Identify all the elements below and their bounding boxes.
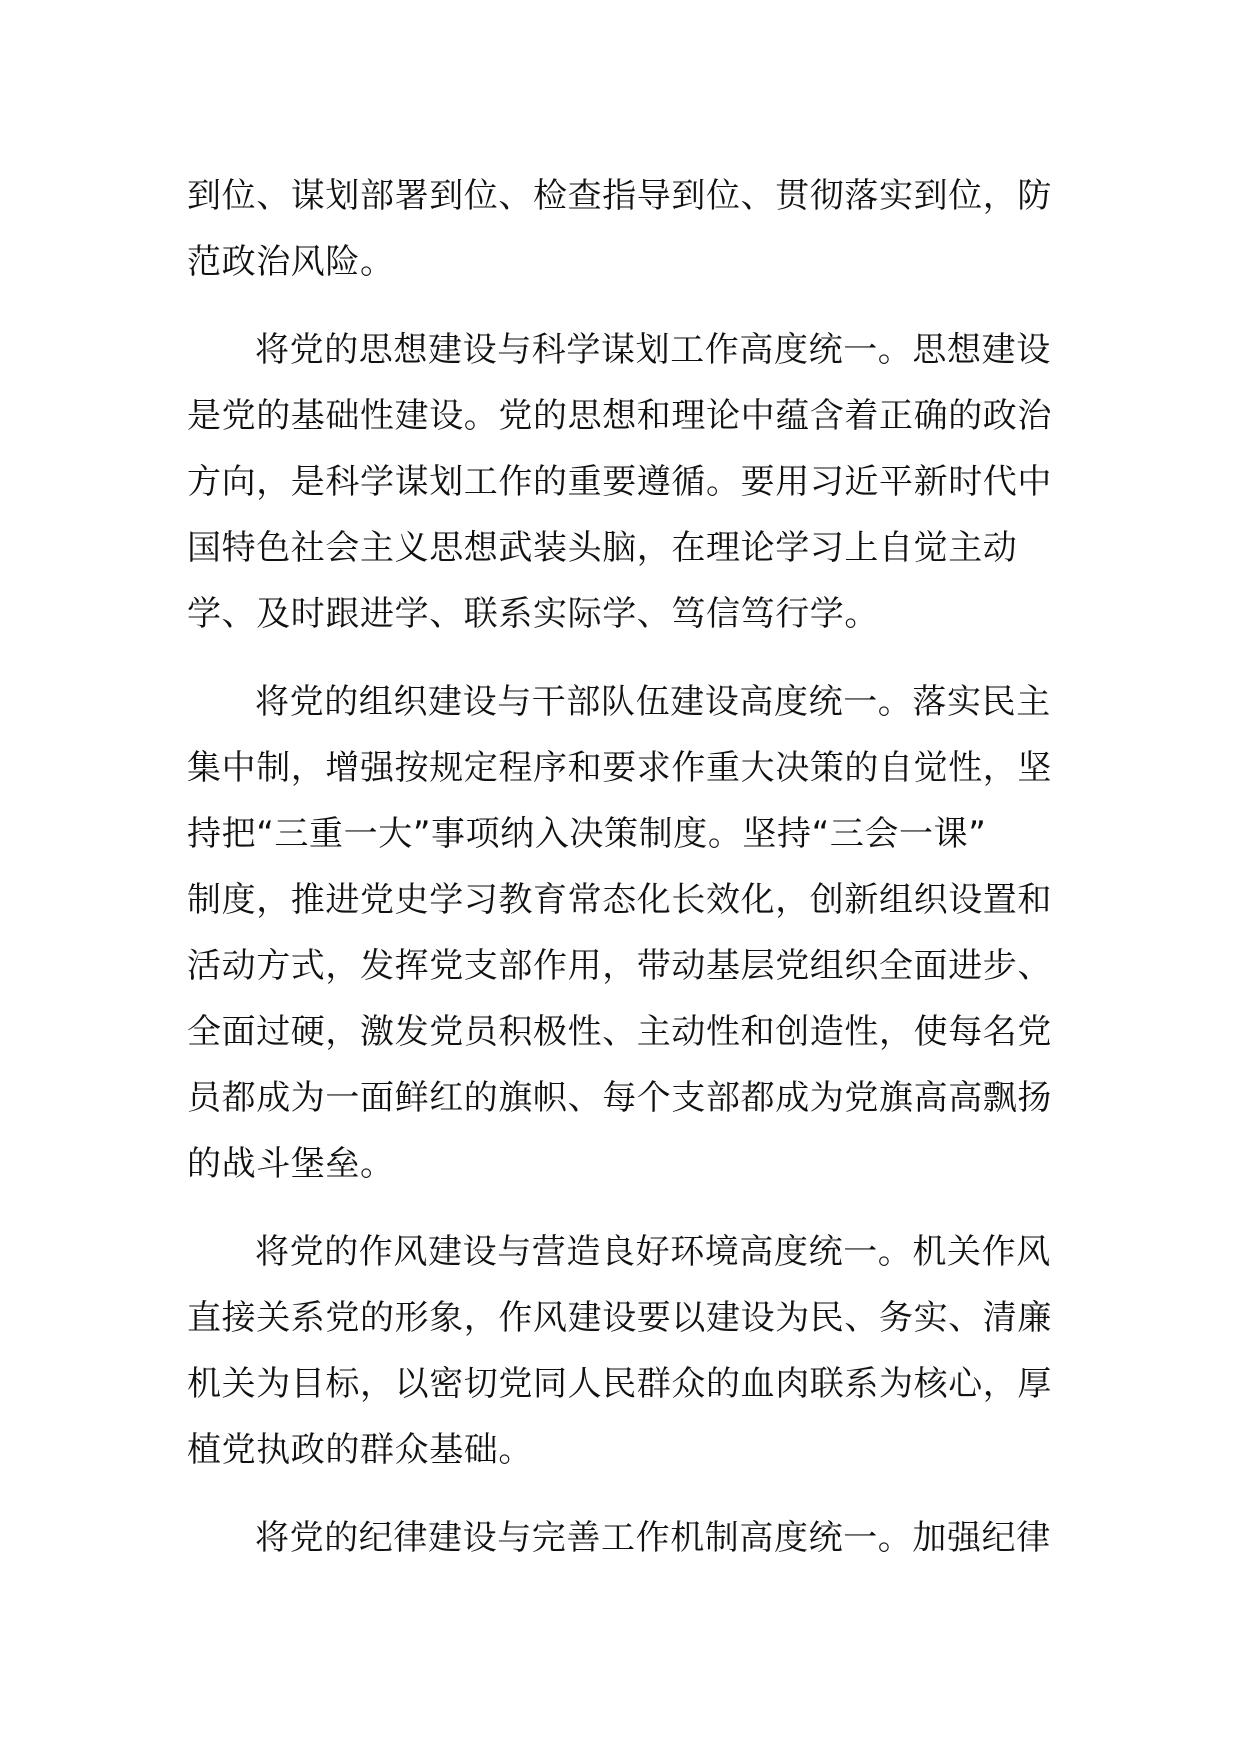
text-line: 将党的组织建设与干部队伍建设高度统一。落实民主 bbox=[255, 682, 1051, 722]
text-line: 学、及时跟进学、联系实际学、笃信笃行学。 bbox=[187, 594, 879, 634]
text-line: 持把“三重一大”事项纳入决策制度。坚持“三会一课” bbox=[187, 814, 987, 854]
text-line: 将党的思想建设与科学谋划工作高度统一。思想建设 bbox=[255, 330, 1051, 370]
paragraph-2 bbox=[187, 317, 1057, 647]
text-line: 国特色社会主义思想武装头脑，在理论学习上自觉主动 bbox=[187, 528, 1018, 568]
text-line: 到位、谋划部署到位、检查指导到位、贯彻落实到位，防 bbox=[187, 176, 1052, 216]
text-line: 直接关系党的形象，作风建设要以建设为民、务实、清廉 bbox=[187, 1298, 1052, 1338]
text-line: 集中制，增强按规定程序和要求作重大决策的自觉性，坚 bbox=[187, 748, 1052, 788]
paragraph-1 bbox=[187, 163, 1057, 295]
text-line: 全面过硬，激发党员积极性、主动性和创造性，使每名党 bbox=[187, 1012, 1052, 1052]
text-line: 将党的作风建设与营造良好环境高度统一。机关作风 bbox=[255, 1232, 1051, 1272]
text-line: 将党的纪律建设与完善工作机制高度统一。加强纪律 bbox=[255, 1518, 1051, 1558]
text-line: 的战斗堡垒。 bbox=[187, 1144, 395, 1184]
text-line: 活动方式，发挥党支部作用，带动基层党组织全面进步、 bbox=[187, 946, 1052, 986]
text-line: 植党执政的群众基础。 bbox=[187, 1430, 533, 1470]
text-line: 员都成为一面鲜红的旗帜、每个支部都成为党旗高高飘扬 bbox=[187, 1078, 1052, 1118]
text-line: 机关为目标，以密切党同人民群众的血肉联系为核心，厚 bbox=[187, 1364, 1052, 1404]
paragraph-5 bbox=[187, 1505, 1057, 1571]
text-line: 方向，是科学谋划工作的重要遵循。要用习近平新时代中 bbox=[187, 462, 1052, 502]
text-line: 范政治风险。 bbox=[187, 242, 395, 282]
text-line: 是党的基础性建设。党的思想和理论中蕴含着正确的政治 bbox=[187, 396, 1052, 436]
paragraph-3 bbox=[187, 669, 1057, 1197]
text-line: 制度，推进党史学习教育常态化长效化，创新组织设置和 bbox=[187, 880, 1052, 920]
document-body bbox=[187, 163, 1057, 1593]
paragraph-4 bbox=[187, 1219, 1057, 1483]
